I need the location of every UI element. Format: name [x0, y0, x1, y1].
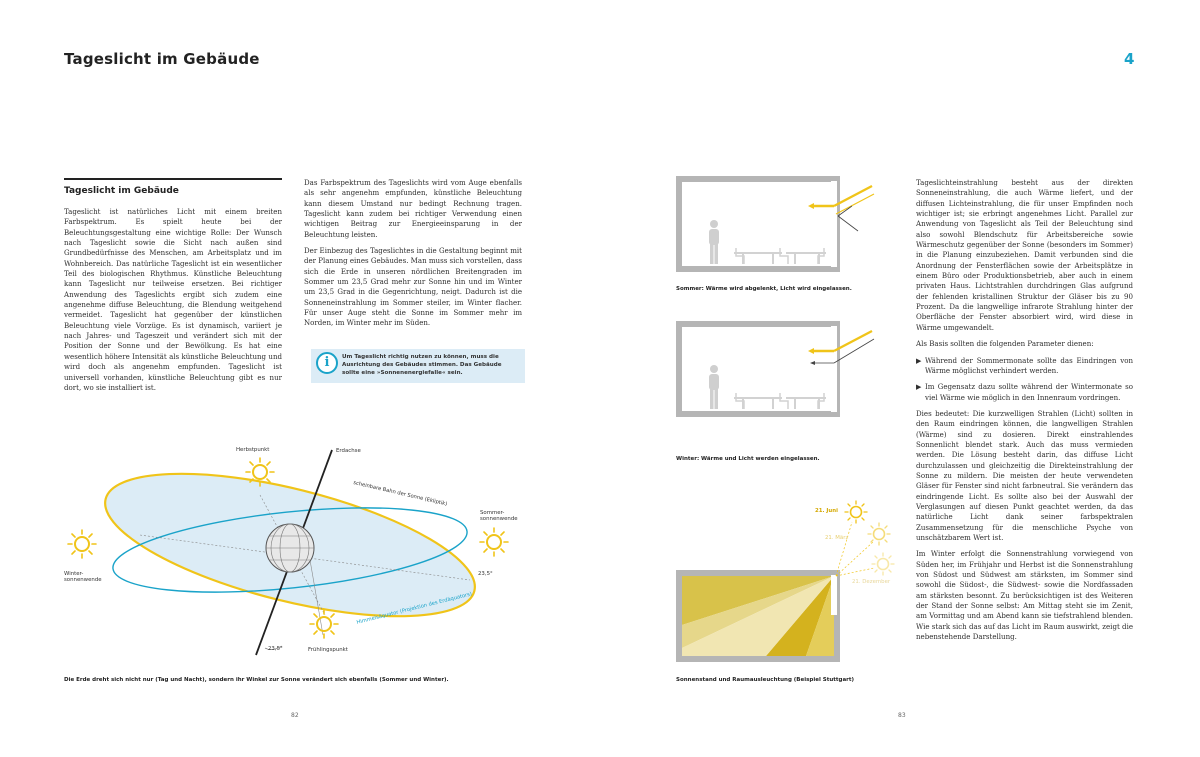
section-rule [64, 178, 282, 180]
body-column-3 [916, 178, 1133, 648]
chapter-number: 4 [1124, 50, 1135, 68]
label-erdachse: Erdachse [336, 448, 361, 454]
info-box-text: Um Tageslicht richtig nutzen zu können, muss die Ausrichtung des Gebäudes stimmen. Das Gebäude sollte eine »Sonnenenergiefalle« sein. [342, 354, 502, 376]
section-heading: Tageslicht im Gebäude [64, 186, 179, 196]
paragraph: Das Farbspektrum des Tageslichts wird vom Auge ebenfalls als sehr angenehm empfunden, künstliche Beleuchtung kann diesem Umstand nur bedingt Rechnung tragen. Tageslicht kann zudem bei richtiger Verwendung einen wichtigen Beitrag zur Energieeinsparung in der Beleuchtung leisten. [304, 178, 522, 239]
paragraph: Tageslicht ist natürliches Licht mit einem breiten Farbspektrum. Es spielt heute bei der Beleuchtungsgestaltung eine wichtige Rolle: Der Wunsch nach Tageslicht sowie die Sicht nach außen sind Grundbedürfnisse des Menschen, am Arbeitsplatz und im Wohnbereich. Das natürliche Tageslicht ist ein wesentlicher Teil des biologischen Rhythmus. Künstliche Beleuchtung kann Tageslicht nur teilweise ersetzen. Bei richtiger Anwendung des Tageslichts ergibt sich zudem eine angenehme diffuse Beleuchtung, die Blendung weitgehend vermeidet. Tageslicht hat gegenüber der künstlichen Beleuchtung viele Vorzüge. Es ist dynamisch, variiert je nach Jahres- und Tageszeit und verändert sich mit der Position der Sonne und der Bewölkung. Es hat eine wesentlich höhere Intensität als künstliche Beleuchtung und wird doch als angenehm empfunden. Tageslicht ist universell vorhanden, künstliche Beleuchtung gibt es nur dort, wo sie installiert ist. [64, 207, 282, 392]
sun-icon-sommer [480, 528, 508, 556]
label-angle-2: 23,5° [478, 571, 493, 577]
paragraph: Als Basis sollten die folgenden Parameter dienen: [916, 339, 1094, 349]
label-juni: 21. Juni [815, 508, 838, 514]
label-maerz: 21. März [825, 535, 849, 541]
bullet-icon: ▶ [916, 356, 922, 365]
label-himmelsaequator: Himmelsäquator (Projektion des Erdäquators) [356, 591, 473, 626]
label-sommersonnenwende: Sommer- sonnenwende [480, 510, 518, 523]
figure-caption: Die Erde dreht sich nicht nur (Tag und Nacht), sondern ihr Winkel zur Sonne verändert sich ebenfalls (Sommer und Winter). [64, 677, 449, 683]
list-item: ▶ Im Gegensatz dazu sollte während der Wintermonate so viel Wärme wie möglich in den Innenraum vordringen. [916, 382, 1133, 402]
sun-icon-maerz [868, 523, 890, 545]
ecliptic-diagram [60, 440, 530, 665]
paragraph: Der Einbezug des Tageslichtes in die Gestaltung beginnt mit der Planung eines Gebäudes. Man muss sich vorstellen, dass sich die Erde in unseren nördlichen Breitengraden im Sommer um 23,5 Grad mehr zur Sonne hin und im Winter um 23,5 Grad in die Gegenrichtung, neigt. Dadurch ist die Sonneneinstrahlung im Sommer steiler, im Winter flacher. Für unser Auge steht die Sonne im Sommer mehr im Norden, im Winter mehr im Süden. [304, 246, 523, 328]
body-column-2 [304, 178, 522, 335]
winter-room-figure [676, 321, 876, 421]
label-herbstpunkt: Herbstpunkt [236, 447, 270, 453]
sun-caption: Sonnenstand und Raumausleuchtung (Beispiel Stuttgart) [676, 677, 855, 683]
sun-icon-fruehling [310, 610, 338, 638]
list-item: ▶ Während der Sommermonate sollte das Eindringen von Wärme möglichst verhindert werden. [916, 355, 1133, 375]
sun-icon-dezember [872, 553, 894, 575]
label-dezember: 21. Dezember [852, 579, 891, 585]
body-column-1 [64, 207, 282, 399]
label-wintersonnenwende: Winter- sonnenwende [64, 571, 102, 584]
sun-icon-juni [845, 501, 867, 523]
label-fruehlingspunkt: Frühlingspunkt [308, 647, 348, 653]
parameter-list [916, 356, 1133, 403]
label-angle-1: 23,5° [268, 646, 283, 652]
summer-caption: Sommer: Wärme wird abgelenkt, Licht wird eingelassen. [676, 286, 852, 292]
sun-icon-herbst [246, 458, 274, 486]
paragraph: Im Winter erfolgt die Sonnenstrahlung vorwiegend von Süden her, im Frühjahr und Herbst ist die Sonnenstrahlung von Südost und Südwest am stärksten, im Sommer sind sowohl die Südost-, die Südwest- sowie die Nordfassaden am stärksten besonnt. Zu berücksichtigen ist des Weiteren der Stand der Sonne selbst: Am Mittag steht sie im Zenit, am Vormittag und am Abend kann sie tiefstrahlend blenden. Wie stark sich das auf das Licht im Raum auswirkt, zeigt die nebenstehende Darstellung. [916, 549, 1133, 642]
bullet-icon: ▶ [916, 383, 922, 392]
paragraph: Dies bedeutet: Die kurzwelligen Strahlen (Licht) sollten in den Raum eindringen können, die langwelligen Strahlen (Wärme) sind zu dosieren. Direkt einstrahlendes Sonnenlicht blendet stark. Auch das muss vermieden werden. Die Lösung besteht darin, das diffuse Licht durchzulassen und gleichzeitig die Direkteinstrahlung der Sonne zu mildern. Die meisten der heute verwendeten Gläser für Fenster sind nicht farbneutral. Sie verändern das eindringende Licht. Es sollte also bei der Auswahl der Verglasungen auf diesen Punkt geachtet werden, da das natürliche Licht dank seiner farbspektralen Zusammensetzung für die menschliche Psyche von unschätzbarem Wert ist. [916, 408, 1133, 542]
summer-room-figure [676, 176, 876, 276]
page-number-right: 83 [898, 712, 906, 719]
page-title: Tageslicht im Gebäude [64, 50, 260, 68]
label-ekliptik: scheinbare Bahn der Sonne (Ekliptik) [352, 480, 448, 508]
winter-caption: Winter: Wärme und Licht werden eingelassen. [676, 456, 820, 462]
sun-icon-winter [68, 530, 96, 558]
paragraph: Tageslichteinstrahlung besteht aus der direkten Sonneneinstrahlung, die auch Wärme liefert, und der diffusen Lichteinstrahlung, die für unser Empfinden noch wichtiger ist; sie erbringt angenehmes Licht. Parallel zur Anwendung von Tageslicht als Teil der Beleuchtung sind also sowohl Blendschutz für Arbeitsbereiche sowie Wärmeschutz gegenüber der Sonne (besonders im Sommer) in die Planung einzubeziehen. Damit verbunden sind die Anordnung der Fensterflächen sowie der Arbeitsplätze in einem Büro oder Produktionsbetrieb, aber auch in einem privaten Haus. Lichtstrahlen durchdringen Glas aufgrund der fehlenden kristallinen Struktur der Gläser bis zu 90 Prozent. Da die langwellige infrarote Strahlung hinter der Oberfläche der Fenster absorbiert wird, wird diese in Wärme umgewandelt. [916, 178, 1133, 332]
page-number-left: 82 [291, 712, 299, 719]
info-icon: i [316, 352, 338, 374]
earth-globe [266, 524, 314, 572]
